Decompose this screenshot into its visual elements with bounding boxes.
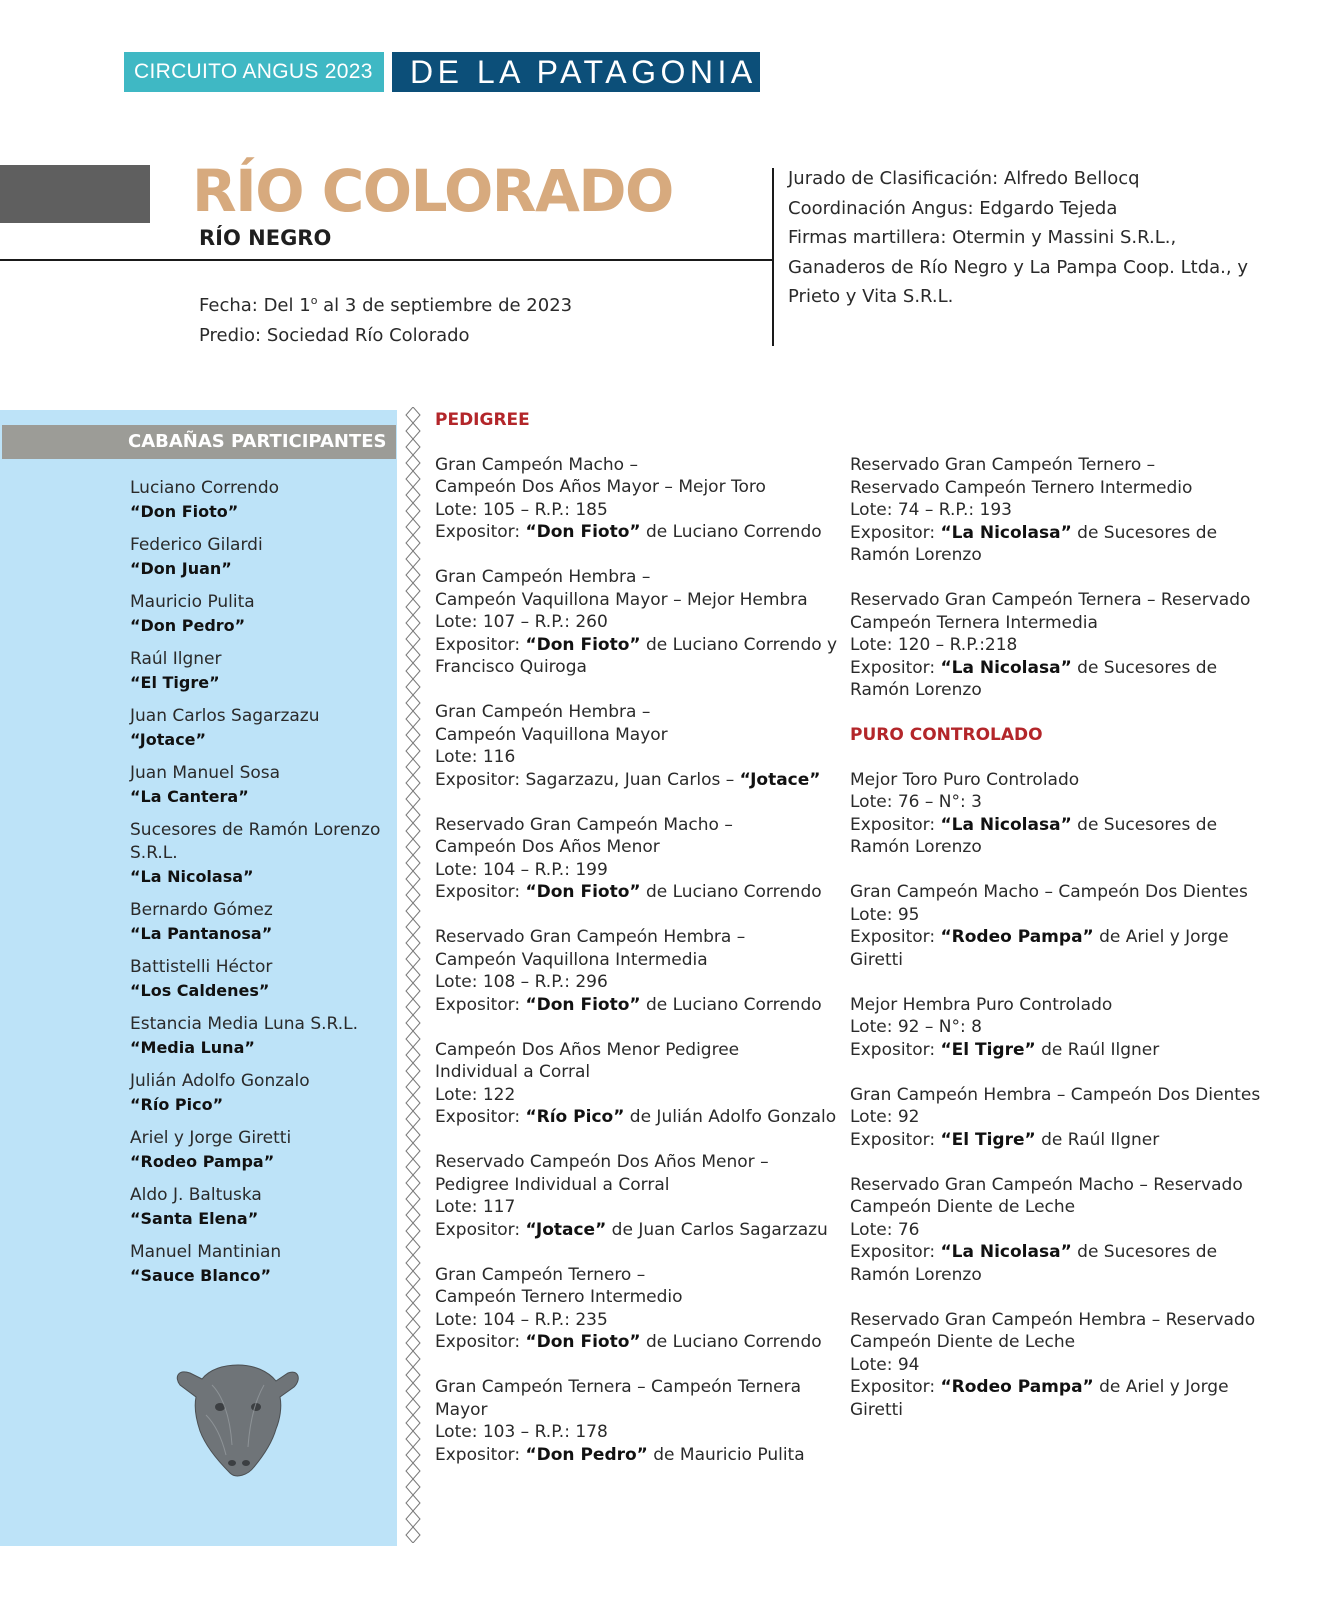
puro-controlado-entries (850, 769, 1270, 1422)
cabana-farm: “Río Pico” (130, 1095, 224, 1114)
divider-diamond (406, 503, 420, 519)
divider-diamond (406, 759, 420, 775)
award-entry (435, 1151, 845, 1241)
award-entry (850, 881, 1270, 971)
divider-diamond (406, 599, 420, 615)
award-line: Lote: 116 (435, 747, 516, 767)
exhibitor-label: Expositor: (850, 657, 941, 678)
divider-diamond (406, 1255, 420, 1271)
award-line: Reservado Campeón Dos Años Menor – (435, 1152, 769, 1172)
cabana-farm: “Jotace” (130, 730, 207, 749)
divider-diamond (406, 823, 420, 839)
award-exhibitor (435, 769, 845, 792)
cabana-item (130, 1184, 390, 1230)
divider-diamond (406, 1047, 420, 1063)
exhibitor-label: Expositor: (850, 814, 941, 835)
angus-cow-head-icon (172, 1355, 302, 1483)
award-exhibitor (850, 926, 1270, 971)
exhibitor-farm: “La Nicolasa” (940, 814, 1072, 835)
award-exhibitor (435, 1331, 845, 1354)
award-line: Lote: 74 – R.P.: 193 (850, 500, 1012, 520)
divider-diamond (406, 1527, 420, 1543)
cabana-item (130, 534, 390, 580)
award-exhibitor (850, 657, 1270, 702)
divider-diamond (406, 1079, 420, 1095)
award-line: Individual a Corral (435, 1062, 591, 1082)
section-heading-pedigree: PEDIGREE (435, 410, 530, 430)
exhibitor-label: Expositor: (435, 522, 526, 542)
divider-diamond (406, 647, 420, 663)
cabana-item (130, 591, 390, 637)
cabana-item (130, 956, 390, 1002)
award-entry (850, 1309, 1270, 1422)
divider-diamond (406, 935, 420, 951)
cabana-owner: Battistelli Héctor (130, 957, 273, 977)
cabana-farm: “Media Luna” (130, 1038, 255, 1057)
exhibitor-label: Expositor: (850, 1242, 941, 1262)
exhibitor-farm: “Don Fioto” (525, 994, 641, 1015)
cabana-farm: “Don Fioto” (130, 502, 239, 521)
exhibitor-farm: “Rodeo Pampa” (940, 927, 1094, 947)
exhibitor-farm: “Jotace” (525, 1219, 607, 1240)
award-exhibitor (435, 1444, 845, 1467)
pedigree-entries (435, 454, 845, 1467)
divider-diamond (406, 743, 420, 759)
divider-diamond (406, 455, 420, 471)
award-line: Lote: 92 (850, 1107, 920, 1127)
exhibitor-owner: de Julián Adolfo Gonzalo (624, 1107, 837, 1127)
exhibitor-owner: de Juan Carlos Sagarzazu (606, 1219, 828, 1240)
divider-diamond (406, 1159, 420, 1175)
divider-diamond (406, 1303, 420, 1319)
section-heading-puro-controlado: PURO CONTROLADO (850, 725, 1043, 745)
divider-diamond (406, 871, 420, 887)
award-line: Lote: 103 – R.P.: 178 (435, 1422, 608, 1442)
award-line: Campeón Vaquillona Intermedia (435, 949, 708, 970)
award-exhibitor (435, 634, 845, 679)
cabana-owner: Juan Manuel Sosa (130, 763, 281, 783)
award-line: Reservado Gran Campeón Ternera – Reservado Campeón Ternera Intermedia (850, 590, 1251, 633)
cabana-owner: Mauricio Pulita (130, 592, 255, 612)
credit-firmas: Firmas martillera: Otermin y Massini S.R.L., (788, 227, 1177, 249)
cabana-owner: Luciano Correndo (130, 478, 280, 498)
award-line: Lote: 104 – R.P.: 199 (435, 859, 608, 880)
award-exhibitor (850, 522, 1270, 567)
credit-firmas: Ganaderos de Río Negro y La Pampa Coop. Ltda., y (788, 256, 1248, 278)
award-line: Campeón Vaquillona Mayor (435, 724, 668, 745)
exhibitor-label: Expositor: (850, 1377, 941, 1397)
award-line: Lote: 117 (435, 1197, 516, 1217)
award-line: Gran Campeón Macho – (435, 454, 638, 475)
divider-diamond (406, 519, 420, 535)
exhibitor-owner: de Sucesores de Ramón Lorenzo (850, 814, 1218, 857)
cabana-farm: “Don Juan” (130, 559, 232, 578)
exhibitor-farm: “La Nicolasa” (940, 522, 1072, 543)
divider-diamond (406, 775, 420, 791)
cabana-farm: “La Nicolasa” (130, 867, 254, 886)
award-entry (850, 589, 1270, 702)
divider-diamond (406, 855, 420, 871)
divider-diamond (406, 1479, 420, 1495)
results-column-left (435, 409, 845, 1489)
award-entry (435, 1039, 845, 1129)
exhibitor-owner: de Luciano Correndo (640, 882, 822, 902)
divider-diamond (406, 631, 420, 647)
divider-diamond (406, 535, 420, 551)
cabana-farm: “La Pantanosa” (130, 924, 273, 943)
divider-diamond (406, 1399, 420, 1415)
divider-diamond (406, 1127, 420, 1143)
divider-diamond (406, 1351, 420, 1367)
divider-diamond (406, 1383, 420, 1399)
divider-diamond (406, 1415, 420, 1431)
exhibitor-owner: de Ariel y Jorge Giretti (850, 1377, 1229, 1420)
exhibitor-farm: “Rodeo Pampa” (940, 1377, 1094, 1397)
award-line: Gran Campeón Ternero – (435, 1264, 646, 1285)
divider-diamond (406, 1335, 420, 1351)
event-info (199, 286, 572, 351)
award-line: Reservado Campeón Ternero Intermedio (850, 477, 1193, 498)
cabana-owner: Sucesores de Ramón Lorenzo S.R.L. (130, 820, 381, 863)
divider-diamond (406, 1367, 420, 1383)
award-entry (435, 1376, 845, 1466)
divider-diamond (406, 967, 420, 983)
credits-divider (772, 168, 774, 346)
divider-diamond (406, 695, 420, 711)
award-line: Lote: 76 – N°: 3 (850, 792, 982, 812)
divider-diamond (406, 551, 420, 567)
divider-diamond (406, 1223, 420, 1239)
exhibitor-farm: “Don Fioto” (525, 522, 641, 542)
award-entry (435, 814, 845, 904)
award-line: Lote: 107 – R.P.: 260 (435, 612, 608, 632)
divider-diamond (406, 1447, 420, 1463)
award-line: Pedigree Individual a Corral (435, 1174, 670, 1195)
divider-diamond (406, 583, 420, 599)
award-entry (850, 1084, 1270, 1152)
title-rule (0, 259, 772, 261)
cabana-owner: Estancia Media Luna S.R.L. (130, 1014, 359, 1034)
credit-jurado: Jurado de Clasificación: Alfredo Bellocq (788, 168, 1140, 189)
award-line: Gran Campeón Hembra – (435, 702, 651, 722)
divider-diamond (406, 839, 420, 855)
award-entry (435, 926, 845, 1016)
cabana-item (130, 819, 390, 888)
exhibitor-label: Expositor: (850, 1039, 941, 1060)
award-exhibitor (850, 1039, 1270, 1062)
exhibitor-label: Expositor: (435, 882, 526, 902)
award-line: Reservado Gran Campeón Macho – (435, 814, 733, 835)
divider-diamond (406, 1111, 420, 1127)
divider-diamond (406, 807, 420, 823)
divider-diamond (406, 1319, 420, 1335)
exhibitor-owner: de Raúl Ilgner (1035, 1039, 1160, 1060)
award-line: Lote: 105 – R.P.: 185 (435, 499, 608, 520)
cabana-owner: Bernardo Gómez (130, 900, 273, 920)
exhibitor-label: Expositor: (435, 994, 526, 1015)
cabana-item (130, 1013, 390, 1059)
exhibitor-farm: “Don Fioto” (525, 634, 641, 655)
cabana-item (130, 1127, 390, 1173)
exhibitor-label: Expositor: (435, 1219, 526, 1240)
exhibitor-owner: de Mauricio Pulita (647, 1444, 805, 1465)
exhibitor-label: Expositor: (435, 1332, 526, 1352)
exhibitor-owner: de Sucesores de Ramón Lorenzo (850, 1242, 1218, 1285)
award-line: Gran Campeón Hembra – Campeón Dos Dientes (850, 1084, 1261, 1105)
cabana-farm: “El Tigre” (130, 673, 220, 692)
award-exhibitor (435, 1219, 845, 1242)
divider-diamond (406, 1271, 420, 1287)
cabana-item (130, 705, 390, 751)
exhibitor-farm: “Don Fioto” (525, 882, 641, 902)
cabana-owner: Federico Gilardi (130, 535, 263, 555)
exhibitor-farm: “El Tigre” (940, 1129, 1036, 1150)
divider-diamond (406, 1143, 420, 1159)
cabana-owner: Juan Carlos Sagarzazu (130, 706, 320, 726)
cabanas-list (130, 477, 390, 1298)
award-line: Campeón Vaquillona Mayor – Mejor Hembra (435, 589, 808, 610)
cabana-farm: “Santa Elena” (130, 1209, 259, 1228)
award-entry (435, 701, 845, 791)
cabana-owner: Julián Adolfo Gonzalo (130, 1071, 310, 1091)
cabana-farm: “Don Pedro” (130, 616, 246, 635)
award-line: Reservado Gran Campeón Ternero – (850, 455, 1156, 475)
divider-diamond (406, 471, 420, 487)
divider-diamond (406, 679, 420, 695)
diamond-chain-divider (405, 407, 421, 1543)
region-banner: DE LA PATAGONIA (392, 52, 760, 92)
award-line: Mejor Toro Puro Controlado (850, 769, 1080, 790)
exhibitor-label: Expositor: Sagarzazu, Juan Carlos – (435, 769, 740, 790)
cabana-farm: “Los Caldenes” (130, 981, 270, 1000)
cabana-owner: Raúl Ilgner (130, 649, 222, 669)
award-line: Reservado Gran Campeón Hembra – Reservado Campeón Diente de Leche (850, 1309, 1256, 1352)
divider-diamond (406, 439, 420, 455)
exhibitor-label: Expositor: (850, 522, 941, 543)
divider-diamond (406, 1287, 420, 1303)
divider-diamond (406, 1031, 420, 1047)
award-entry (850, 1174, 1270, 1287)
exhibitor-owner: de Sucesores de Ramón Lorenzo (850, 657, 1218, 700)
award-line: Campeón Dos Años Mayor – Mejor Toro (435, 477, 766, 497)
divider-diamond (406, 1495, 420, 1511)
sidebar-heading: CABAÑAS PARTICIPANTES (2, 425, 396, 459)
award-line: Mejor Hembra Puro Controlado (850, 994, 1113, 1015)
award-exhibitor (435, 1106, 845, 1129)
results-column-right (850, 454, 1270, 1444)
divider-diamond (406, 423, 420, 439)
divider-diamond (406, 1431, 420, 1447)
award-line: Gran Campeón Macho – Campeón Dos Dientes (850, 882, 1248, 902)
divider-diamond (406, 615, 420, 631)
divider-diamond (406, 407, 420, 423)
cabana-farm: “Sauce Blanco” (130, 1266, 271, 1285)
divider-diamond (406, 663, 420, 679)
divider-diamond (406, 791, 420, 807)
credit-coordinacion: Coordinación Angus: Edgardo Tejeda (788, 197, 1118, 219)
event-date: Fecha: Del 1$^o$ al 3 de septiembre de 2023 (199, 294, 573, 316)
cabana-farm: “La Cantera” (130, 787, 249, 806)
award-line: Reservado Gran Campeón Hembra – (435, 927, 746, 947)
award-exhibitor (850, 1241, 1270, 1286)
award-line: Gran Campeón Ternera – Campeón Ternera Mayor (435, 1377, 801, 1420)
divider-diamond (406, 1063, 420, 1079)
divider-diamond (406, 951, 420, 967)
award-exhibitor (435, 521, 845, 544)
divider-diamond (406, 919, 420, 935)
exhibitor-farm: “Don Pedro” (525, 1444, 648, 1465)
divider-diamond (406, 903, 420, 919)
award-line: Lote: 76 (850, 1219, 920, 1240)
divider-diamond (406, 999, 420, 1015)
award-line: Lote: 104 – R.P.: 235 (435, 1309, 608, 1330)
exhibitor-farm: “Don Fioto” (525, 1332, 641, 1352)
event-credits (788, 164, 1288, 312)
exhibitor-label: Expositor: (850, 1129, 941, 1150)
award-entry (435, 454, 845, 544)
divider-diamond (406, 1015, 420, 1031)
award-line: Campeón Ternero Intermedio (435, 1287, 683, 1307)
divider-diamond (406, 1463, 420, 1479)
award-exhibitor (850, 1129, 1270, 1152)
award-entry (850, 454, 1270, 567)
divider-diamond (406, 711, 420, 727)
award-entry (850, 769, 1270, 859)
page-title: RÍO COLORADO (192, 157, 673, 225)
exhibitor-farm: “Río Pico” (525, 1107, 625, 1127)
award-line: Reservado Gran Campeón Macho – Reservado Campeón Diente de Leche (850, 1174, 1243, 1217)
cabana-item (130, 648, 390, 694)
exhibitor-farm: “Jotace” (739, 769, 821, 790)
divider-diamond (406, 727, 420, 743)
divider-diamond (406, 487, 420, 503)
award-line: Lote: 108 – R.P.: 296 (435, 972, 608, 992)
pedigree-entries-continued (850, 454, 1270, 702)
exhibitor-owner: de Sucesores de Ramón Lorenzo (850, 522, 1218, 565)
award-line: Campeón Dos Años Menor (435, 837, 660, 857)
cabana-owner: Ariel y Jorge Giretti (130, 1128, 292, 1148)
award-exhibitor (850, 814, 1270, 859)
divider-diamond (406, 1239, 420, 1255)
cabana-item (130, 1241, 390, 1287)
award-line: Campeón Dos Años Menor Pedigree (435, 1039, 740, 1060)
award-exhibitor (850, 1376, 1270, 1421)
exhibitor-owner: de Luciano Correndo y Francisco Quiroga (435, 634, 838, 677)
divider-diamond (406, 1175, 420, 1191)
award-line: Lote: 92 – N°: 8 (850, 1017, 982, 1037)
event-venue: Predio: Sociedad Río Colorado (199, 325, 470, 346)
award-line: Gran Campeón Hembra – (435, 567, 651, 587)
award-exhibitor (435, 994, 845, 1017)
cabana-owner: Aldo J. Baltuska (130, 1185, 262, 1205)
award-entry (435, 566, 845, 679)
credit-firmas: Prieto y Vita S.R.L. (788, 286, 954, 308)
page-subtitle: RÍO NEGRO (199, 226, 332, 250)
divider-diamond (406, 1191, 420, 1207)
award-line: Lote: 95 (850, 904, 920, 925)
divider-diamond (406, 1207, 420, 1223)
award-entry (850, 994, 1270, 1062)
exhibitor-label: Expositor: (850, 927, 941, 947)
exhibitor-owner: de Luciano Correndo (640, 1332, 822, 1352)
award-exhibitor (435, 881, 845, 904)
award-line: Lote: 94 (850, 1354, 920, 1375)
exhibitor-farm: “La Nicolasa” (940, 1242, 1072, 1262)
exhibitor-label: Expositor: (435, 1444, 526, 1465)
divider-diamond (406, 567, 420, 583)
award-line: Lote: 122 (435, 1084, 516, 1105)
cabana-farm: “Rodeo Pampa” (130, 1152, 275, 1171)
cabana-item (130, 1070, 390, 1116)
exhibitor-owner: de Ariel y Jorge Giretti (850, 927, 1229, 970)
divider-diamond (406, 983, 420, 999)
exhibitor-farm: “La Nicolasa” (940, 657, 1072, 678)
exhibitor-owner: de Luciano Correndo (640, 994, 822, 1015)
exhibitor-owner: de Raúl Ilgner (1035, 1129, 1160, 1150)
award-entry (435, 1264, 845, 1354)
title-accent-block (0, 165, 150, 223)
exhibitor-owner: de Luciano Correndo (640, 522, 822, 542)
cabana-owner: Manuel Mantinian (130, 1242, 282, 1262)
divider-diamond (406, 887, 420, 903)
exhibitor-label: Expositor: (435, 634, 526, 655)
exhibitor-farm: “El Tigre” (940, 1039, 1036, 1060)
cabana-item (130, 477, 390, 523)
circuit-tag: CIRCUITO ANGUS 2023 (124, 52, 384, 92)
divider-diamond (406, 1511, 420, 1527)
divider-diamond (406, 1095, 420, 1111)
award-line: Lote: 120 – R.P.:218 (850, 635, 1018, 655)
exhibitor-label: Expositor: (435, 1107, 526, 1127)
cabana-item (130, 762, 390, 808)
cabana-item (130, 899, 390, 945)
